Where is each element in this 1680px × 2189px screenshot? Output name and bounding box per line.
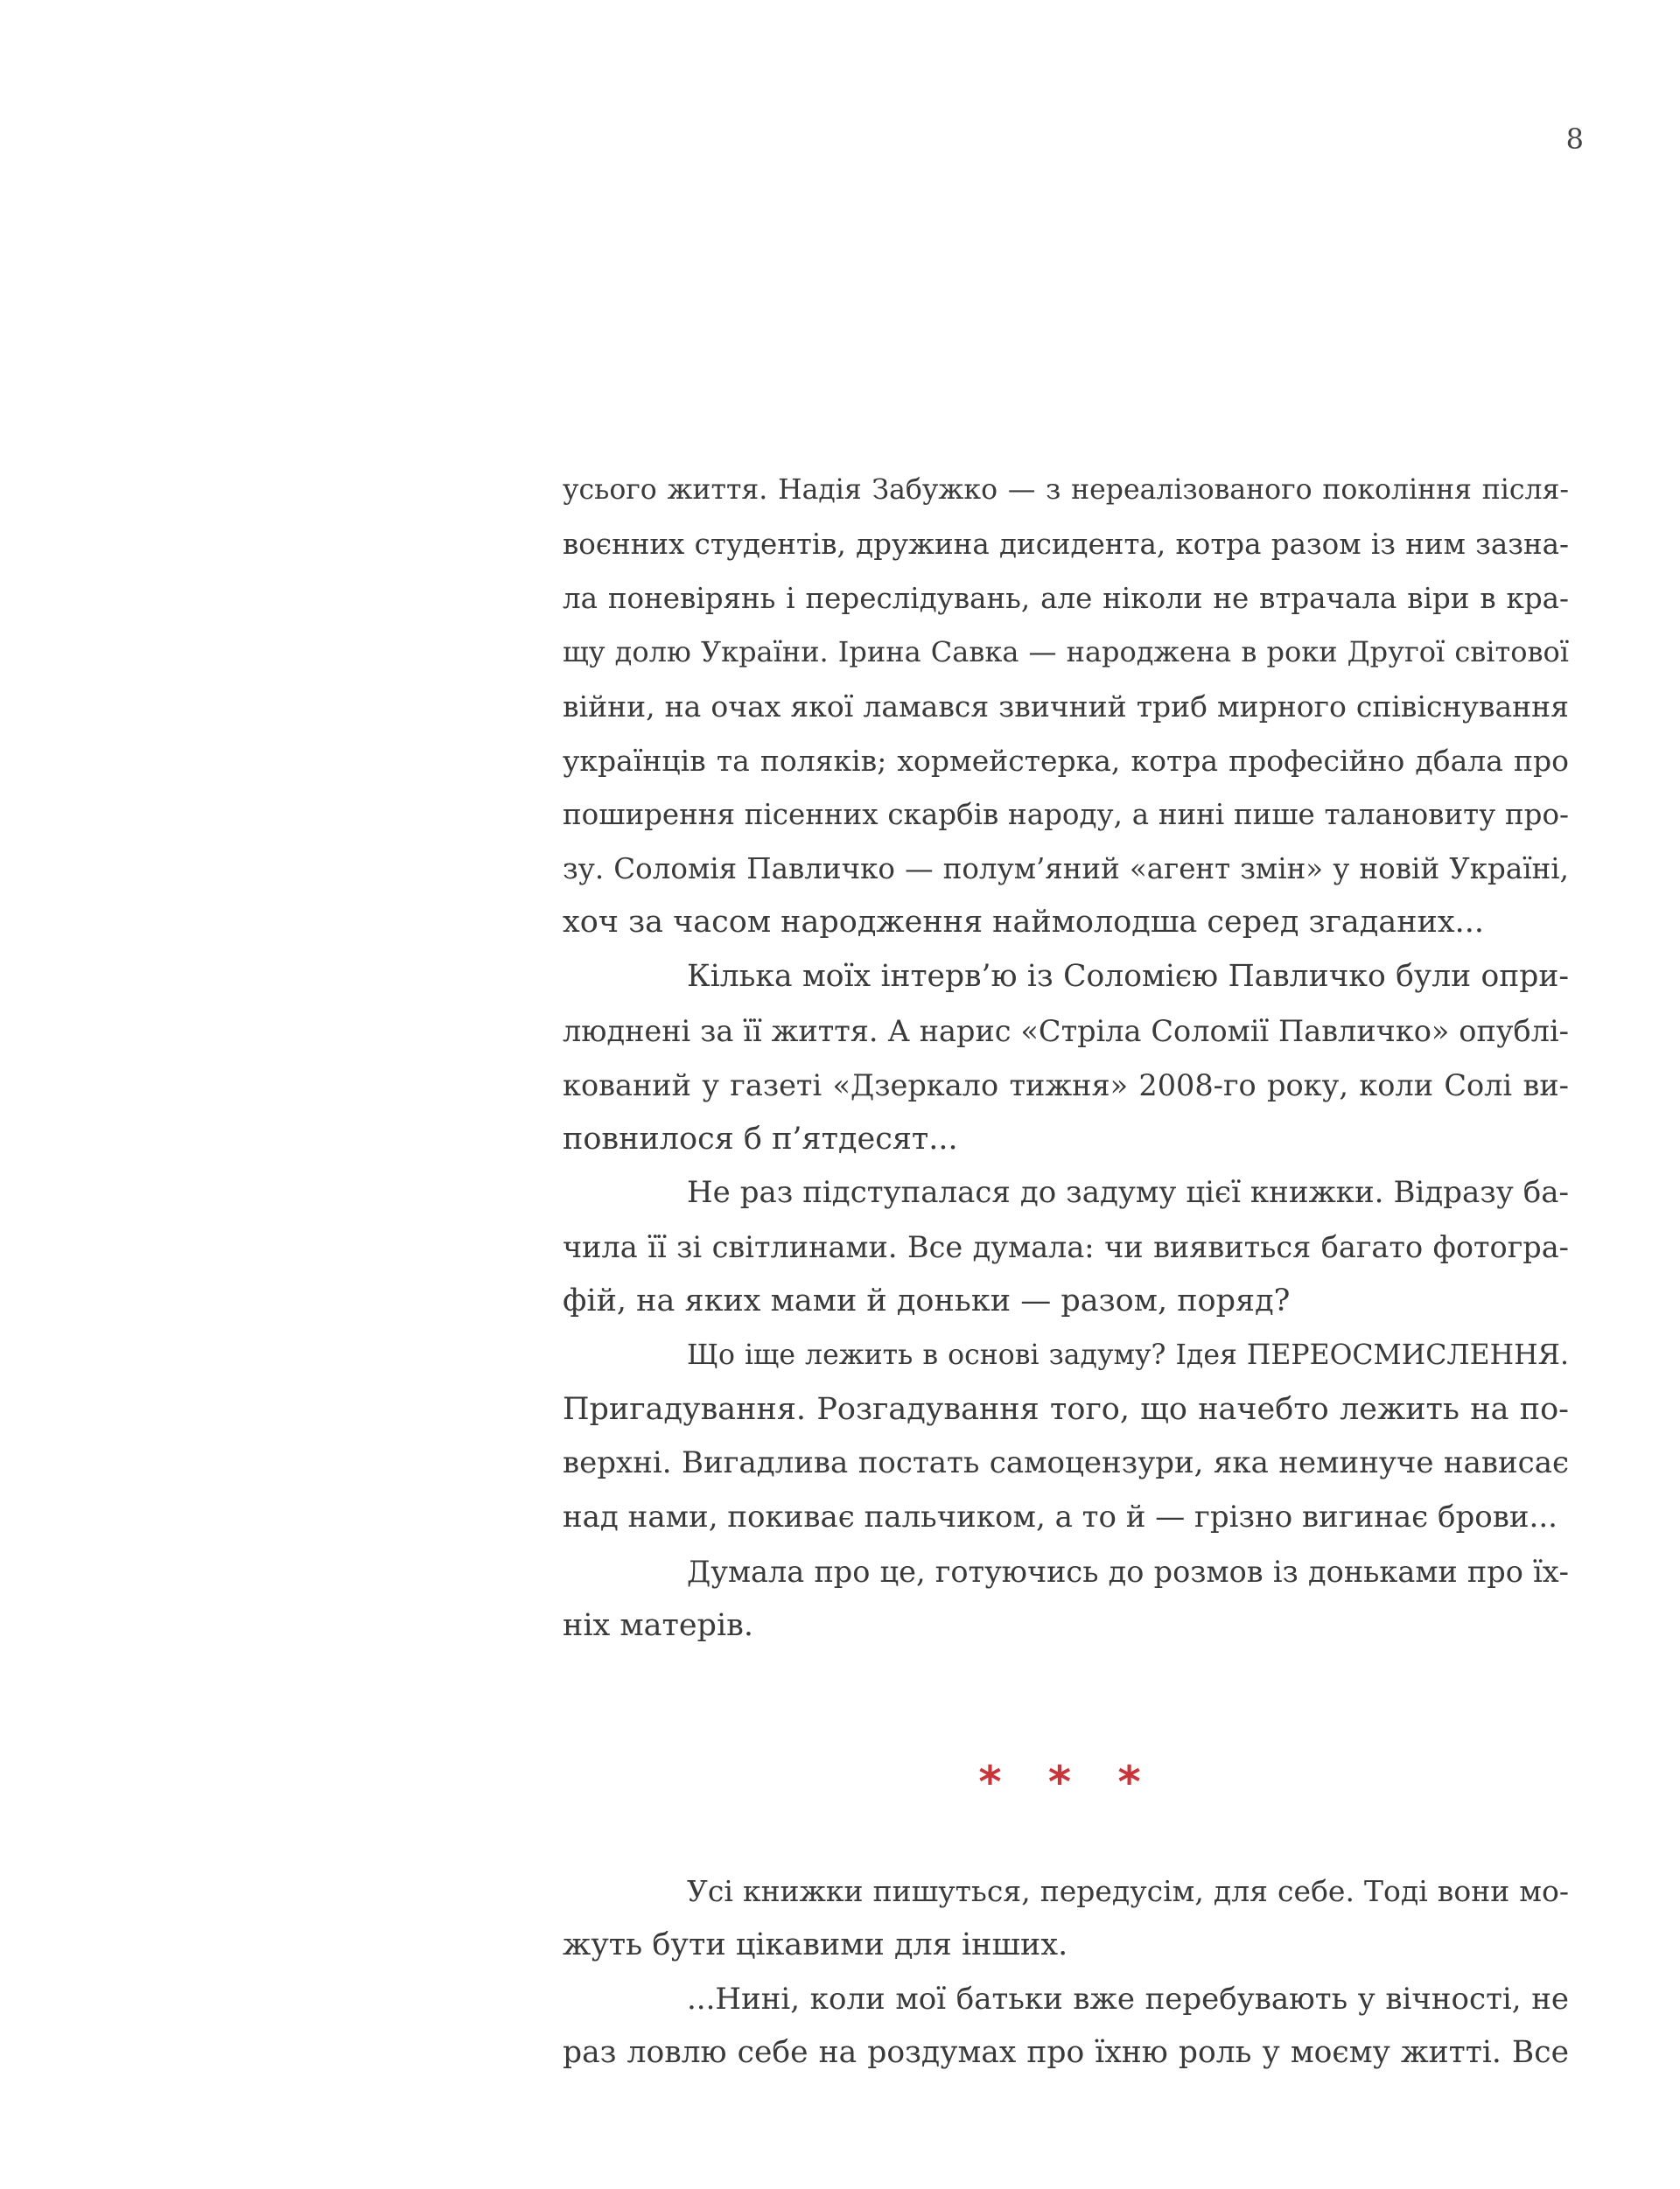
page-number: 8 [1565, 122, 1584, 156]
text-line: раз ловлю себе на роздумах про їхню роль у моєму житті. Все [563, 2035, 1569, 2071]
text-line: повнилося б п’ятдесят... [563, 1121, 958, 1157]
text-line: воєнних студентів, дружина дисидента, котра разом із ним зазна- [563, 527, 1569, 561]
paragraph-first-line: ...Нині, коли мої батьки вже перебувають у вічності, не [687, 1981, 1569, 2017]
text-line: щу долю України. Ірина Савка — народжена в роки Другої світової [563, 635, 1569, 669]
text-line: хоч за часом народження наймолодша серед згаданих... [563, 905, 1484, 941]
text-line: люднені за її життя. А нарис «Стріла Соломії Павличко» опублі- [563, 1013, 1569, 1048]
text-line: поширення пісенних скарбів народу, а нині пише талановиту про- [563, 797, 1569, 831]
text-line: ніх матерів. [563, 1607, 753, 1643]
text-line: жуть бути цікавими для інших. [563, 1927, 1068, 1962]
text-line: війни, на очах якої ламався звичний триб мирного співіснування [563, 689, 1569, 724]
paragraph-first-line: Кілька моїх інтерв’ю із Соломією Павличко були опри- [687, 959, 1569, 995]
text-line: зу. Соломія Павличко — полум’яний «агент змін» у новій Україні, [563, 851, 1569, 885]
text-line: над нами, покиває пальчиком, а то й — грізно вигинає брови... [563, 1500, 1558, 1535]
text-line: верхні. Вигадлива постать самоцензури, яка неминуче нависає [563, 1445, 1569, 1481]
main-text-block [563, 464, 1569, 1654]
section-separator: * * * [978, 1757, 1157, 1808]
text-line: фій, на яких мами й доньки — разом, поряд? [563, 1283, 1291, 1318]
text-line: Пригадування. Розгадування того, що начебто лежить на по- [563, 1391, 1569, 1427]
text-line: кований у газеті «Дзеркало тижня» 2008-го року, коли Солі ви- [563, 1067, 1569, 1102]
paragraph-first-line: Думала про це, готуючись до розмов із доньками про їх- [687, 1554, 1569, 1589]
text-line: чила її зі світлинами. Все думала: чи виявиться багато фотогра- [563, 1230, 1569, 1265]
paragraph-first-line: Не раз підступалася до задуму цієї книжки. Відразу ба- [687, 1175, 1569, 1211]
text-line: українців та поляків; хормейстерка, котра професійно дбала про [563, 743, 1569, 778]
paragraph-first-line: Що іще лежить в основі задуму? Ідея ПЕРЕОСМИСЛЕННЯ. [687, 1339, 1569, 1371]
second-text-block [563, 1864, 1569, 2081]
paragraph-first-line: Усі книжки пишуться, передусім, для себе. Тоді вони мо- [687, 1874, 1569, 1908]
text-line: ла поневірянь і переслідувань, але ніколи не втрачала віри в кра- [563, 581, 1569, 615]
text-line: усього життя. Надія Забужко — з нереалізованого покоління після- [563, 474, 1569, 506]
